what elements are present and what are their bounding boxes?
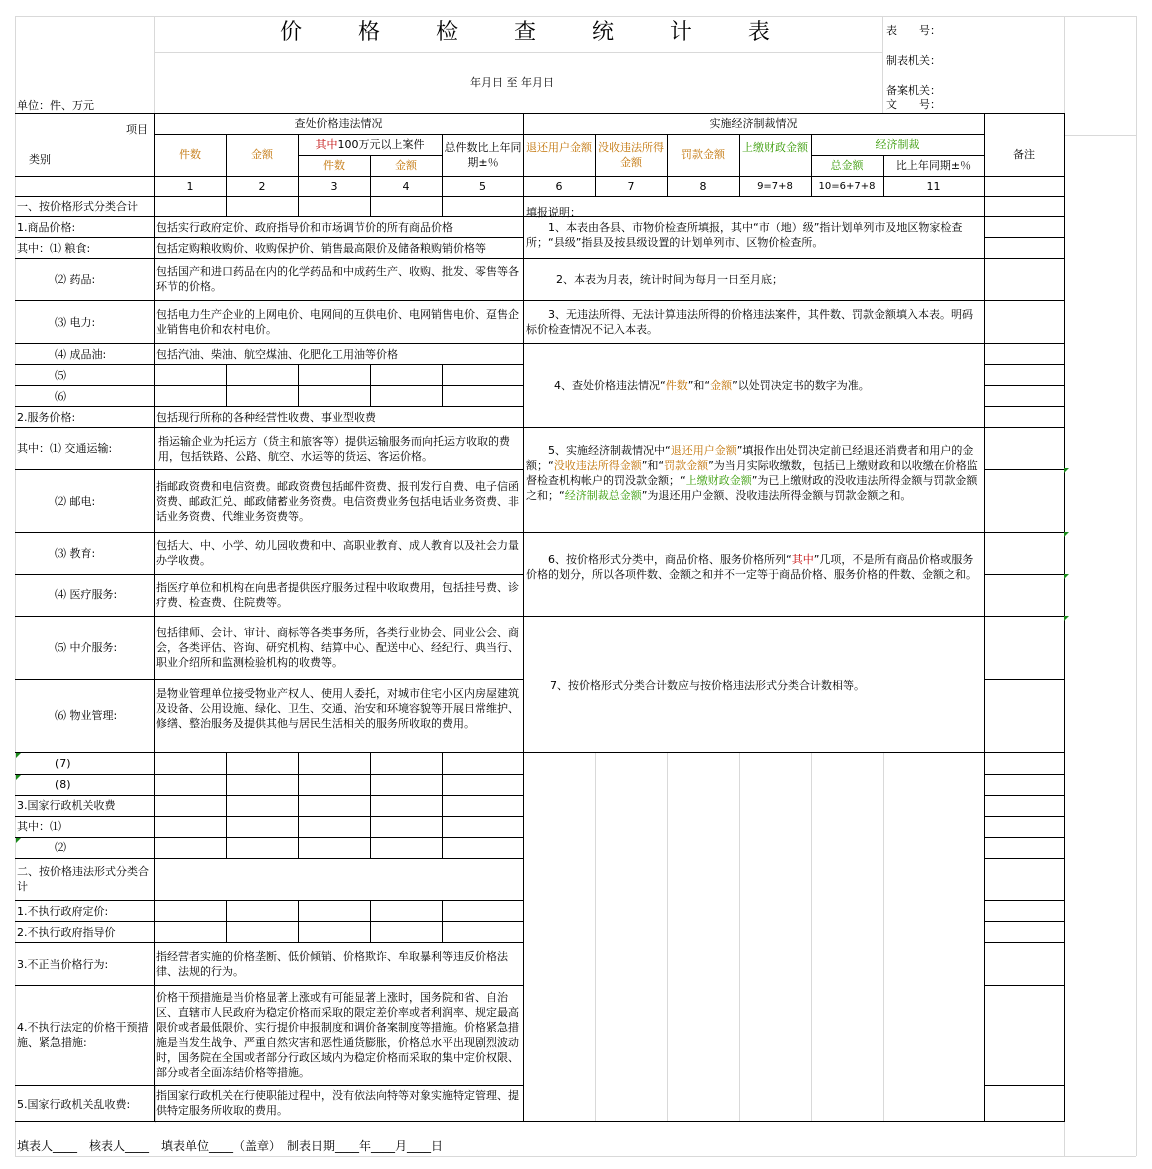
row-label: ⑸	[55, 369, 66, 382]
doc-no-label: 文 号：	[886, 98, 941, 111]
col-number: 7	[627, 180, 635, 193]
group-left-header: 查处价格违法情况	[294, 117, 383, 130]
row-label: ⑸ 中介服务:	[55, 641, 118, 654]
note-5-total: 经济制裁总金额	[564, 489, 642, 502]
col-number: 2	[258, 180, 266, 193]
total-yoy-header: 总件数比上年同期±％	[444, 141, 522, 169]
made-by-label: 制表机关：	[886, 54, 941, 67]
row-label: 5.国家行政机关乱收费:	[17, 1098, 131, 1111]
category-header: 类别	[29, 153, 51, 166]
note-6	[526, 552, 982, 582]
row-desc: 包括律师、会计、审计、商标等各类事务所，各类行业协会、同业公会、商会，各类评估、咨询、研究机构、结算中心、配送中心、经纪行、典当行、职业介绍所和监测检验机构的收费等。	[156, 626, 519, 669]
row-desc: 指国家行政机关在行使职能过程中，没有依法向特等对象实施特定管理、提供特定服务所收取的费用。	[156, 1089, 519, 1117]
row-label: 其中：⑴ 粮食:	[17, 242, 91, 255]
note-5-text: 5、实施经济制裁情况中“	[548, 444, 671, 457]
note-7: 7、按价格形式分类合计数应与按价格违法形式分类合计数相等。	[550, 679, 865, 692]
form-no-label: 表 号：	[886, 24, 941, 37]
note-5	[526, 443, 982, 503]
row-desc: 价格干预措施是当价格显著上涨或有可能显著上涨时，国务院和省、自治区、直辖市人民政府为稳定价格而采取的限定差价率或者利润率、规定最高限价或者最低限价、实行提价申报制度和调价备案制度等措施。价格紧急措施是当发生战争、严重自然灾害和恶性通货膨胀，价格总水平出现剧烈波动时，国务院在全国或者部分行政区域内为稳定价格而采取的集中定价权限、部分或者全面冻结价格等措施。	[156, 991, 519, 1079]
row-desc: 包括现行所称的各种经营性收费、事业型收费	[156, 411, 376, 424]
note-5-text: ”填报作出处罚决定前已经退还消费者和用户的金额；“	[526, 444, 974, 472]
paid-finance-header: 上缴财政金额	[742, 141, 808, 154]
cell-marker-icon	[1064, 532, 1069, 537]
row-label: 3.国家行政机关收费	[17, 799, 116, 812]
row-label: 2.不执行政府指导价	[17, 926, 116, 939]
footer-signatures: 填表人____ 核表人____ 填表单位____（盖章） 制表日期____年____月____日	[17, 1139, 444, 1153]
row-desc: 指邮政资费和电信资费。邮政资费包括邮件资费、报刊发行自费、电子信函资费、邮政汇兑、邮政储蓄业务资费。电信资费业务包括电话业务资费、非话业务资费、代维业务资费等。	[156, 480, 519, 523]
row-desc: 包括汽油、柴油、航空煤油、化肥化工用油等价格	[156, 348, 398, 361]
row-desc: 包括定购粮收购价、收购保护价、销售最高限价及储备粮购销价格等	[156, 242, 486, 255]
fine-header: 罚款金额	[681, 148, 725, 161]
title-char: 检	[435, 20, 458, 45]
cell-marker-icon	[16, 753, 21, 758]
refund-header: 退还用户金额	[526, 141, 592, 154]
title-char: 格	[357, 20, 380, 45]
sub-amount-header: 金额	[395, 159, 417, 172]
confiscated-header: 没收违法所得金额	[598, 141, 664, 169]
cell-marker-icon	[1064, 574, 1069, 579]
date-range: 年月日 至 年月日	[470, 76, 554, 89]
row-desc: 指运输企业为托运方（货主和旅客等）提供运输服务而向托运方收取的费用，包括铁路、公路、航空、水运等的货运、客运价格。	[158, 435, 510, 463]
row-label: ⑹ 物业管理:	[55, 709, 118, 722]
row-label: 一、按价格形式分类合计	[17, 200, 138, 213]
col-number: 8	[699, 180, 707, 193]
over-100-rest: 100万元以上案件	[337, 138, 425, 151]
note-4	[554, 378, 870, 393]
row-label: ⑵ 药品:	[55, 273, 96, 286]
row-label: 3.不正当价格行为:	[17, 958, 109, 971]
note-4-amount: 金额	[710, 379, 733, 392]
note-4-text: 4、查处价格违法情况“	[554, 379, 666, 392]
note-5-confiscated: 没收违法所得金额	[553, 459, 642, 472]
row-label: ⑷ 医疗服务:	[55, 588, 118, 601]
col-number: 3	[330, 180, 338, 193]
row-label: 其中：⑴	[17, 820, 61, 833]
note-6-text: 6、按价格形式分类中，商品价格、服务价格所列“	[548, 553, 792, 566]
cell-marker-icon	[1064, 616, 1069, 621]
notes-heading: 填报说明：	[526, 206, 581, 219]
project-header: 项目	[126, 123, 148, 136]
row-label: ⑵	[55, 841, 66, 854]
cell-marker-icon	[16, 775, 21, 780]
col-number: 11	[926, 180, 941, 193]
col-number: 5	[479, 180, 486, 193]
row-desc: 指医疗单位和机构在向患者提供医疗服务过程中收取费用，包括挂号费、诊疗费、检查费、住院费等。	[156, 581, 519, 609]
row-desc: 包括国产和进口药品在内的化学药品和中成药生产、收购、批发、零售等各环节的价格。	[156, 265, 519, 293]
row-label: ⑶ 教育:	[55, 547, 96, 560]
page-title	[280, 18, 770, 48]
filing-org-label: 备案机关：	[886, 84, 941, 97]
amount-header: 金额	[251, 148, 273, 161]
title-char: 价	[280, 20, 303, 45]
remarks-header: 备注	[1013, 148, 1035, 161]
note-1: 1、本表由各县、市物价检查所填报，其中“市（地）级”指计划单列市及地区物家检查所；“县级”指县及按县级设置的计划单列市、区物价检查所。	[526, 221, 963, 249]
title-char: 统	[591, 20, 614, 45]
row-desc: 指经营者实施的价格垄断、低价倾销、价格欺诈、牟取暴利等违反价格法律、法规的行为。	[156, 950, 508, 978]
title-char: 表	[747, 20, 770, 45]
col-number: 9=7+8	[757, 181, 793, 192]
unit-label: 单位：件、万元	[17, 99, 94, 112]
row-desc: 是物业管理单位接受物业产权人、使用人委托，对城市住宅小区内房屋建筑及设备、公用设施、绿化、卫生、交通、治安和环境容貌等开展日常维护、修缮、整治服务及提供其他与居民生活相关的服务所收取的费用。	[156, 687, 519, 730]
row-label: (8)	[55, 778, 71, 791]
sanction-header: 经济制裁	[875, 138, 920, 151]
note-2: 2、本表为月表，统计时间为每月一日至月底；	[556, 273, 783, 286]
row-label: ⑹	[55, 390, 66, 403]
row-label: (7)	[55, 757, 71, 770]
note-5-refund: 退还用户金额	[670, 444, 737, 457]
note-4-text: ”以处罚决定书的数字为准。	[732, 379, 870, 392]
col-number: 6	[555, 180, 563, 193]
col-number: 10=6+7+8	[818, 181, 876, 192]
note-5-paid: 上缴财政金额	[685, 474, 752, 487]
note-5-text: ”为已上缴财政的没收违法所得金额与罚款金额之和；“	[526, 474, 978, 502]
title-char: 计	[669, 20, 692, 45]
note-4-text: ”和“	[687, 379, 711, 392]
note-5-text: ”和“	[641, 459, 665, 472]
row-label: 2.服务价格:	[17, 411, 76, 424]
count-header: 件数	[179, 148, 201, 161]
cell-marker-icon	[16, 838, 21, 843]
note-6-text: ”几项，不是所有商品价格或服务价格的划分，所以各项件数、金额之和并不一定等于商品价格、服务价格的件数、金额之和。	[526, 553, 977, 581]
cell-marker-icon	[1064, 468, 1069, 473]
yoy-header: 比上年同期±％	[895, 159, 972, 172]
row-label: 1.商品价格:	[17, 221, 76, 234]
over-100-prefix: 其中	[315, 138, 338, 151]
col-number: 4	[402, 180, 410, 193]
note-5-text: ”为当月实际收缴数，包括已上缴财政和以收缴在价格监督检查机构帐户的罚没款金额；“	[526, 459, 978, 487]
row-label: 二、按价格违法形式分类合计	[17, 865, 149, 893]
row-label: 4.不执行法定的价格干预措施、紧急措施:	[17, 1021, 149, 1049]
note-3: 3、无违法所得、无法计算违法所得的价格违法案件，其件数、罚款金额填入本表。明码标价检查情况不记入本表。	[526, 308, 973, 336]
note-6-among: 其中	[791, 553, 814, 566]
row-label: 1.不执行政府定价:	[17, 905, 109, 918]
row-desc: 包括实行政府定价、政府指导价和市场调节价的所有商品价格	[156, 221, 453, 234]
title-char: 查	[513, 20, 536, 45]
row-label: 其中：⑴ 交通运输:	[17, 442, 113, 455]
note-5-text: ”为退还用户金额、没收违法所得金额与罚款金额之和。	[641, 489, 912, 502]
total-amount-header: 总金额	[830, 159, 864, 172]
row-desc: 包括电力生产企业的上网电价、电网间的互供电价、电网销售电价、趸售企业销售电价和农村电价。	[156, 308, 519, 336]
row-label: ⑷ 成品油:	[55, 348, 107, 361]
group-right-header: 实施经济制裁情况	[709, 117, 798, 130]
row-label: ⑶ 电力:	[55, 316, 96, 329]
sub-count-header: 件数	[323, 159, 345, 172]
col-number: 1	[186, 180, 194, 193]
note-4-count: 件数	[665, 379, 688, 392]
note-5-fine: 罚款金额	[664, 459, 709, 472]
row-desc: 包括大、中、小学、幼儿园收费和中、高职业教育、成人教育以及社会力量办学收费。	[156, 539, 519, 567]
row-label: ⑵ 邮电:	[55, 495, 96, 508]
over-100-header	[298, 137, 442, 152]
